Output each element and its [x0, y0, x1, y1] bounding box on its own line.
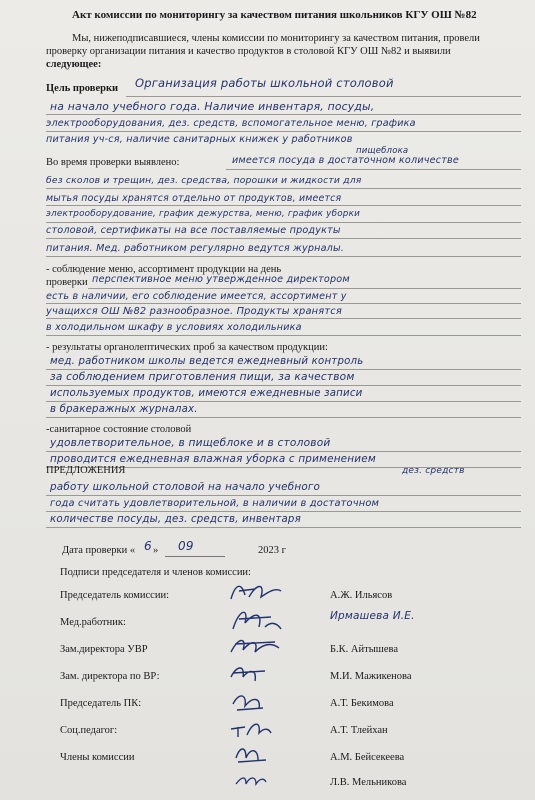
organoleptic-hw-4: в бракеражных журналах.: [50, 404, 198, 415]
findings-hw-3: мытья посуды хранятся отдельно от продуктов, имеется: [46, 193, 342, 204]
goal-hw-3: электрооборудования, дез. средств, вспомогательное меню, графика: [46, 118, 416, 129]
menu-label-2: проверки: [46, 277, 88, 288]
signatory-role-5: Соц.педагог:: [60, 725, 118, 736]
intro-line-3: следующее:: [46, 59, 102, 70]
findings-hw-5: столовой, сертификаты на все поставляемые продукты: [46, 225, 341, 236]
signatory-name-5: А.Т. Тлейхан: [330, 725, 388, 736]
signatory-role-6: Члены комиссии: [60, 752, 135, 763]
menu-label: - соблюдение меню, ассортимент продукции на день: [46, 264, 282, 275]
organoleptic-hw-1: мед. работником школы ведется ежедневный контроль: [50, 356, 364, 367]
date-label: Дата проверки «: [62, 545, 136, 556]
menu-hw-4: в холодильном шкафу в условиях холодильника: [46, 322, 302, 333]
proposals-hw-2: года считать удовлетворительной, в наличии в достаточном: [50, 498, 380, 509]
findings-hw-6: питания. Мед. работником регулярно ведутся журналы.: [46, 243, 345, 254]
goal-hw-2: на начало учебного года. Наличие инвентаря, посуды,: [50, 100, 375, 113]
menu-hw-1: перспективное меню утвержденное директором: [92, 274, 350, 285]
date-mid: »: [153, 545, 159, 556]
signatory-name-4: А.Т. Бекимова: [330, 698, 394, 709]
goal-hw-4: питания уч-ся, наличие санитарных книжек у работников: [46, 134, 353, 145]
findings-hw-1: имеется посуда в достаточном количестве: [232, 155, 459, 166]
date-month: 09: [178, 539, 194, 553]
proposals-hw-1: работу школьной столовой на начало учебного: [50, 481, 321, 493]
sanitary-label: -санитарное состояние столовой: [46, 424, 192, 435]
proposals-label: ПРЕДЛОЖЕНИЯ: [46, 465, 126, 476]
goal-hw-1: Организация работы школьной столовой: [135, 76, 394, 90]
signature-deputy-uvr: [225, 632, 285, 660]
proposals-hw-3: количестве посуды, дез. средств, инвентаря: [50, 514, 301, 525]
signatory-name-7: Л.В. Мельникова: [330, 777, 407, 788]
signature-member-2: [232, 770, 272, 790]
findings-label: Во время проверки выявлено:: [46, 157, 180, 168]
signature-social-pedagogue: [225, 713, 275, 739]
organoleptic-label: - результаты органолептических проб за качеством продукции:: [46, 342, 328, 353]
sanitary-hw-1: удовлетворительное, в пищеблоке и в столовой: [50, 437, 331, 449]
menu-hw-3: учащихся ОШ №82 разнообразное. Продукты хранятся: [46, 306, 342, 317]
findings-hw-2: без сколов и трещин, дез. средства, порошки и жидкости для: [46, 175, 362, 186]
document-title: Акт комиссии по мониторингу за качеством питания школьников КГУ ОШ №82: [72, 9, 477, 21]
menu-hw-2: есть в наличии, его соблюдение имеется, ассортимент у: [46, 291, 347, 302]
signatures-title: Подписи председателя и членов комиссии:: [60, 567, 251, 578]
intro-line-2: проверку организации питания и качество продуктов в столовой КГУ ОШ №82 и выявили: [46, 46, 451, 57]
signatory-name-0: А.Ж. Ильясов: [330, 590, 393, 601]
signatory-role-3: Зам. директора по ВР:: [60, 671, 160, 682]
signatory-name-3: М.И. Мажикенова: [330, 671, 412, 682]
date-day: 6: [144, 539, 152, 553]
signatory-name-2: Б.К. Айтышева: [330, 644, 398, 655]
sanitary-hw-3: дез. средств: [402, 466, 465, 476]
organoleptic-hw-3: используемых продуктов, имеются ежедневные записи: [50, 388, 363, 399]
signatory-name-6: А.М. Бейсекеева: [330, 752, 405, 763]
signatory-role-4: Председатель ПК:: [60, 698, 142, 709]
sanitary-hw-2: проводится ежедневная влажная уборка с применением: [50, 453, 376, 465]
signature-deputy-vr: [225, 659, 275, 687]
goal-hw-5: пищеблока: [356, 146, 409, 156]
goal-label: Цель проверки: [46, 83, 119, 94]
signature-pk-chair: [225, 688, 275, 714]
findings-hw-4: электрооборудование, график дежурства, меню, график уборки: [46, 209, 361, 219]
intro-line-1: Мы, нижеподписавшиеся, члены комиссии по мониторингу за качеством питания, провели: [72, 33, 480, 44]
signatory-name-1: Ирмашева И.Е.: [330, 610, 415, 622]
signatory-role-1: Мед.работник:: [60, 617, 126, 628]
signatory-role-2: Зам.директора УВР: [60, 644, 148, 655]
date-year: 2023 г: [258, 545, 286, 556]
signatory-role-0: Председатель комиссии:: [60, 590, 169, 601]
organoleptic-hw-2: за соблюдением приготовления пищи, за качеством: [50, 371, 355, 383]
signature-member-1: [230, 740, 274, 766]
